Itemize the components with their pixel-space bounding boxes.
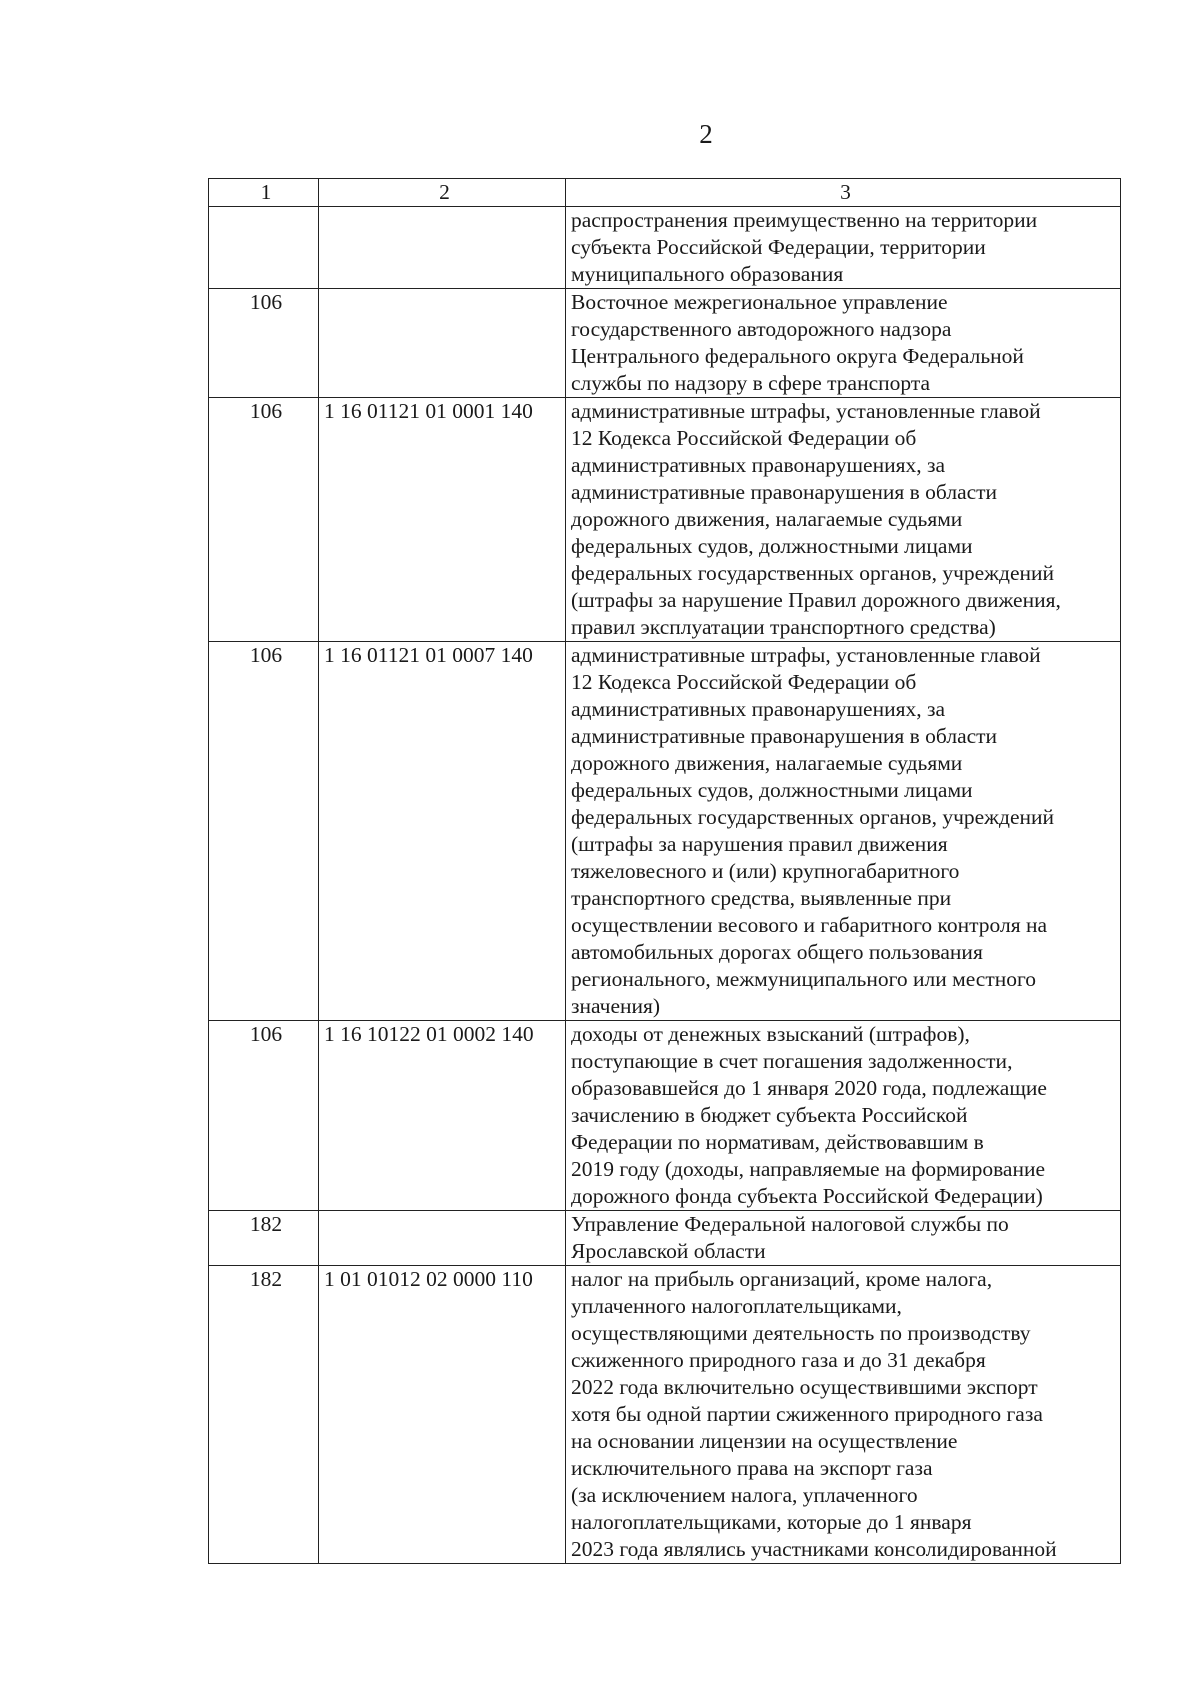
- income-code-cell: 1 16 01121 01 0001 140: [319, 398, 566, 642]
- table-header-row: [209, 179, 1121, 207]
- admin-code-cell: 106: [209, 289, 319, 398]
- description-cell: налог на прибыль организаций, кроме налога, уплаченного налогоплательщиками, осуществляющими деятельность по производству сжиженного природного газа и до 31 декабря 2022 года включительно осуществившими экспорт хотя бы одной партии сжиженного природного газа на основании лицензии на осуществление исключительного права на экспорт газа (за исключением налога, уплаченного налогоплательщиками, которые до 1 января 2023 года являлись участниками консолидированной: [566, 1266, 1121, 1564]
- income-code-cell: [319, 1211, 566, 1266]
- header-col-3: 3: [566, 179, 1121, 207]
- admin-code-cell: 106: [209, 398, 319, 642]
- table-row: [209, 1266, 1121, 1564]
- table-row: [209, 398, 1121, 642]
- table-row: [209, 1021, 1121, 1211]
- admin-code-cell: 182: [209, 1266, 319, 1564]
- table-row: [209, 1211, 1121, 1266]
- table-row: [209, 207, 1121, 289]
- admin-code-cell: 106: [209, 642, 319, 1021]
- income-code-cell: 1 16 01121 01 0007 140: [319, 642, 566, 1021]
- admin-code-cell: 182: [209, 1211, 319, 1266]
- admin-code-cell: 106: [209, 1021, 319, 1211]
- income-code-cell: [319, 207, 566, 289]
- description-cell: Восточное межрегиональное управление государственного автодорожного надзора Центрального федерального округа Федеральной службы по надзору в сфере транспорта: [566, 289, 1121, 398]
- table-row: [209, 289, 1121, 398]
- income-code-cell: 1 16 10122 01 0002 140: [319, 1021, 566, 1211]
- description-cell: административные штрафы, установленные главой 12 Кодекса Российской Федерации об административных правонарушениях, за административные правонарушения в области дорожного движения, налагаемые судьями федеральных судов, должностными лицами федеральных государственных органов, учреждений (штрафы за нарушение Правил дорожного движения, правил эксплуатации транспортного средства): [566, 398, 1121, 642]
- income-codes-table: [208, 178, 1121, 1564]
- income-code-cell: 1 01 01012 02 0000 110: [319, 1266, 566, 1564]
- income-code-cell: [319, 289, 566, 398]
- table-row: [209, 642, 1121, 1021]
- page-number: 2: [699, 119, 713, 149]
- header-col-2: 2: [319, 179, 566, 207]
- description-cell: Управление Федеральной налоговой службы по Ярославской области: [566, 1211, 1121, 1266]
- description-cell: распространения преимущественно на территории субъекта Российской Федерации, территории муниципального образования: [566, 207, 1121, 289]
- description-cell: административные штрафы, установленные главой 12 Кодекса Российской Федерации об административных правонарушениях, за административные правонарушения в области дорожного движения, налагаемые судьями федеральных судов, должностными лицами федеральных государственных органов, учреждений (штрафы за нарушения правил движения тяжеловесного и (или) крупногабаритного транспортного средства, выявленные при осуществлении весового и габаритного контроля на автомобильных дорогах общего пользования регионального, межмуниципального или местного значения): [566, 642, 1121, 1021]
- admin-code-cell: [209, 207, 319, 289]
- header-col-1: 1: [209, 179, 319, 207]
- description-cell: доходы от денежных взысканий (штрафов), поступающие в счет погашения задолженности, образовавшейся до 1 января 2020 года, подлежащие зачислению в бюджет субъекта Российской Федерации по нормативам, действовавшим в 2019 году (доходы, направляемые на формирование дорожного фонда субъекта Российской Федерации): [566, 1021, 1121, 1211]
